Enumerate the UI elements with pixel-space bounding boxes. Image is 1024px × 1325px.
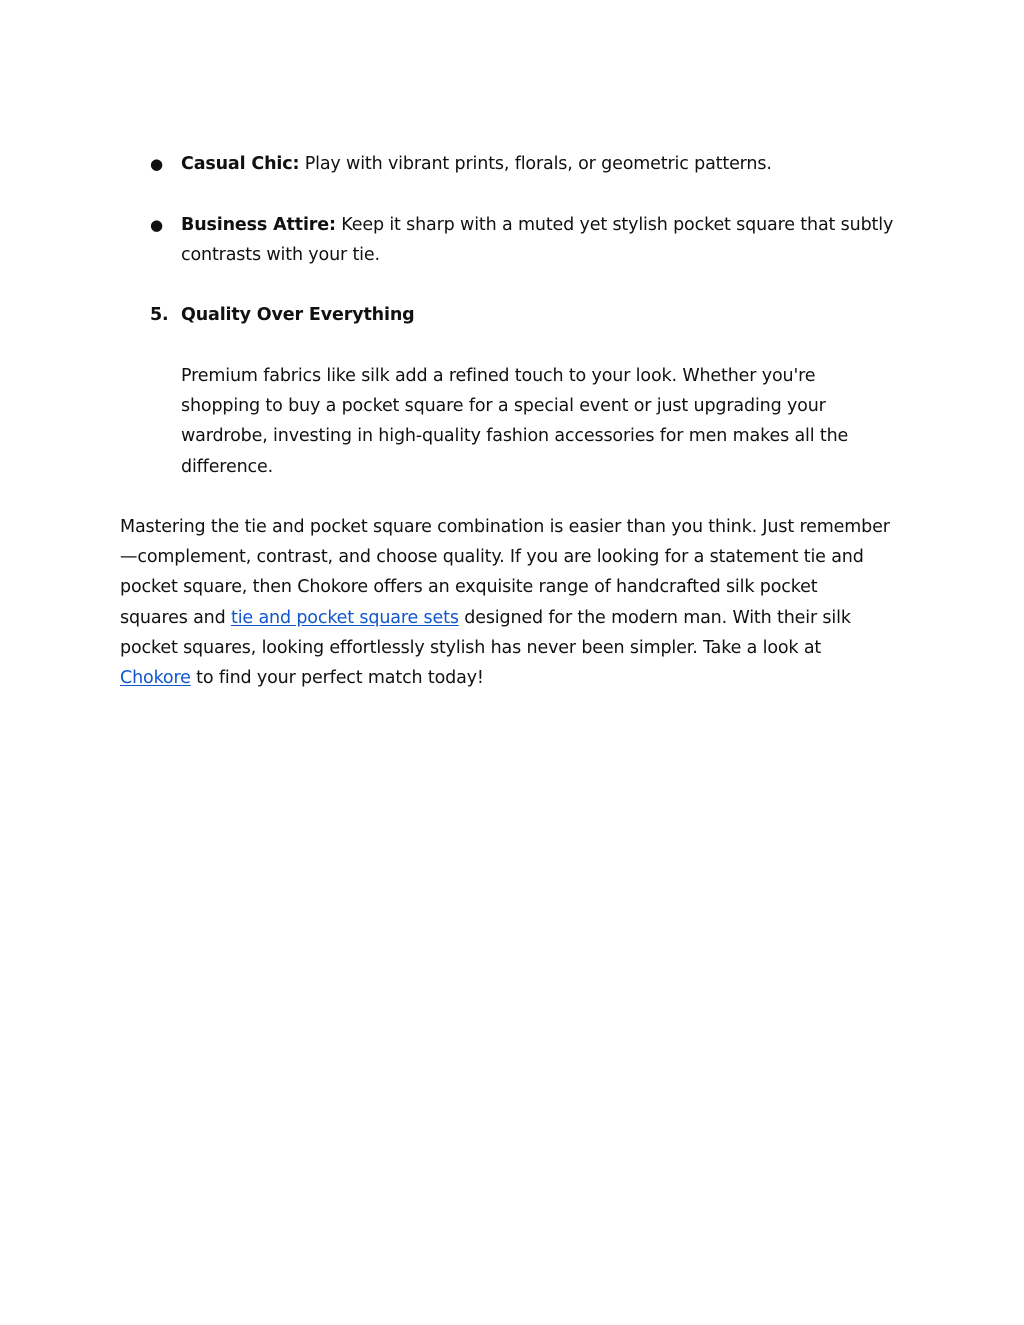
bullet-label: Casual Chic:: [181, 154, 300, 174]
conclusion-text-3: to find your perfect match today!: [190, 668, 484, 689]
conclusion-text-1: Mastering the tie and pocket square combination is easier than you think. Just remember—complement, contrast, and choose quality. If you are looking for a statement tie and pocket square, then Chokore offers an exquisite range of handcrafted silk pocket squares and: [120, 517, 890, 628]
bullet-label: Business Attire:: [181, 215, 336, 235]
tie-and-pocket-square-sets-link[interactable]: tie and pocket square sets: [231, 607, 459, 628]
section-heading: [150, 300, 901, 330]
chokore-link[interactable]: Chokore: [120, 668, 191, 689]
bullet-item-business-attire: [150, 210, 901, 270]
bullet-text: Play with vibrant prints, florals, or geometric patterns.: [299, 154, 772, 174]
bullet-icon: ●: [150, 155, 163, 173]
bullet-item-casual-chic: [150, 149, 901, 179]
bullet-text: Keep it sharp with a muted yet stylish pocket square that subtly contrasts with your tie.: [181, 215, 894, 266]
conclusion-text-2: designed for the modern man. With their silk pocket squares, looking effortlessly stylish has never been simpler. Take a look at: [120, 607, 851, 658]
section-number: 5.: [150, 305, 169, 325]
conclusion-paragraph: [120, 512, 890, 693]
section-title: Quality Over Everything: [181, 305, 415, 325]
section-body: Premium fabrics like silk add a refined touch to your look. Whether you're shopping to buy a pocket square for a special event or just upgrading your wardrobe, investing in high-quality fashion accessories for men makes all the difference.: [181, 366, 849, 477]
bullet-icon: ●: [150, 216, 163, 234]
